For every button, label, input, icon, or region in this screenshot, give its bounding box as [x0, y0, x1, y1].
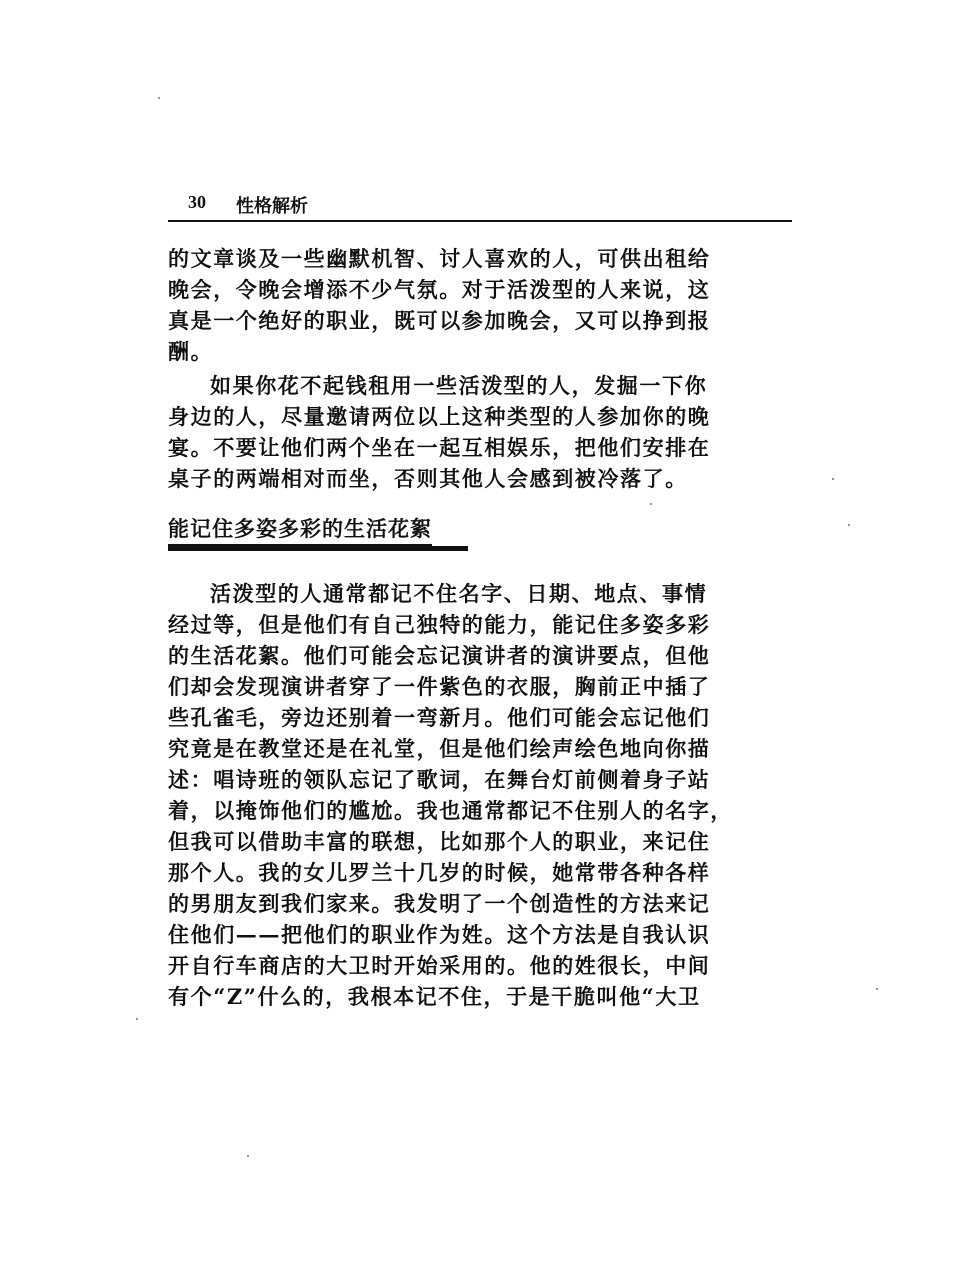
text-line: 的文章谈及一些幽默机智、讨人喜欢的人，可供出租给	[168, 246, 711, 271]
text-line: 酬。	[168, 339, 214, 364]
text-line: 如果你花不起钱租用一些活泼型的人，发掘一下你	[210, 373, 708, 398]
paragraph-continued	[168, 243, 796, 367]
scan-speck	[832, 478, 834, 480]
scan-speck	[650, 503, 652, 505]
section-heading-text: 能记住多姿多彩的生活花絮	[168, 513, 432, 546]
running-title: 性格解析	[236, 196, 308, 217]
paragraph-invite-guests	[168, 370, 796, 494]
text-line: 那个人。我的女儿罗兰十几岁的时候，她常带各种各样	[168, 860, 711, 885]
scan-speck	[136, 1018, 138, 1020]
text-line: 宴。不要让他们两个坐在一起互相娱乐，把他们安排在	[168, 435, 711, 460]
text-line: 但我可以借助丰富的联想，比如那个人的职业，来记住	[168, 829, 711, 854]
scan-speck	[876, 988, 878, 990]
text-line: 真是一个绝好的职业，既可以参加晚会，又可以挣到报	[168, 308, 711, 333]
text-line: 住他们——把他们的职业作为姓。这个方法是自我认识	[168, 922, 711, 947]
section-heading	[168, 513, 468, 547]
text-line: 桌子的两端相对而坐，否则其他人会感到被冷落了。	[168, 466, 688, 491]
text-line: 些孔雀毛，旁边还别着一弯新月。他们可能会忘记他们	[168, 705, 711, 730]
paragraph-life-details	[168, 578, 796, 1012]
text-line: 开自行车商店的大卫时开始采用的。他的姓很长，中间	[168, 953, 711, 978]
text-line: 身边的人，尽量邀请两位以上这种类型的人参加你的晚	[168, 404, 711, 429]
text-line: 活泼型的人通常都记不住名字、日期、地点、事情	[210, 581, 708, 606]
text-line: 的生活花絮。他们可能会忘记演讲者的演讲要点，但他	[168, 643, 711, 668]
text-line: 有个“Z”什么的，我根本记不住，于是干脆叫他“大卫	[168, 984, 701, 1009]
text-line: 着，以掩饰他们的尴尬。我也通常都记不住别人的名字，	[168, 798, 733, 823]
text-line: 经过等，但是他们有自己独特的能力，能记住多姿多彩	[168, 612, 711, 637]
page-number: 30	[188, 192, 206, 212]
text-line: 们却会发现演讲者穿了一件紫色的衣服，胸前正中插了	[168, 674, 711, 699]
scan-speck	[247, 1155, 249, 1157]
text-line: 述：唱诗班的领队忘记了歌词，在舞台灯前侧着身子站	[168, 767, 711, 792]
scan-speck	[848, 524, 850, 526]
text-line: 晚会，令晚会增添不少气氛。对于活泼型的人来说，这	[168, 277, 711, 302]
text-line: 的男朋友到我们家来。我发明了一个创造性的方法来记	[168, 891, 711, 916]
page-header	[168, 190, 792, 222]
section-heading-rule	[168, 546, 468, 551]
scan-speck	[158, 97, 160, 99]
text-line: 究竟是在教堂还是在礼堂，但是他们绘声绘色地向你描	[168, 736, 711, 761]
